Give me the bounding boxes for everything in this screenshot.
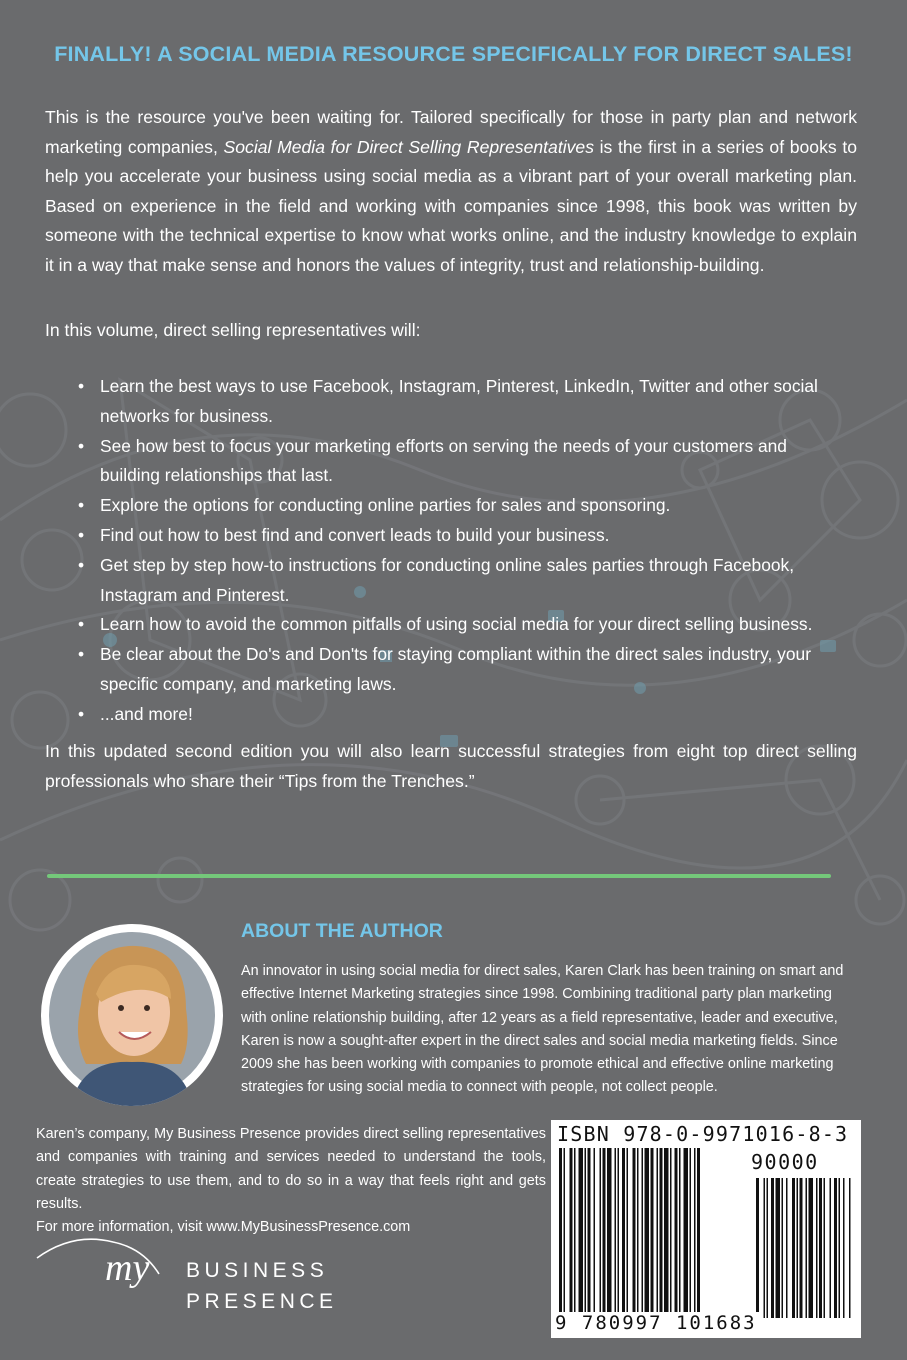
- list-item: • Find out how to best find and convert leads to build your business.: [78, 521, 838, 551]
- logo-presence: PRESENCE: [186, 1290, 338, 1313]
- headline: FINALLY! A SOCIAL MEDIA RESOURCE SPECIFICALLY FOR DIRECT SALES!: [54, 42, 853, 66]
- barcode-bar: [679, 1148, 681, 1318]
- price-code: 90000: [751, 1150, 819, 1174]
- barcode-bar: [806, 1178, 808, 1318]
- barcode-bar: [824, 1178, 826, 1318]
- second-edition-paragraph: In this updated second edition you will also learn successful strategies from eight top direct selling professionals who share their “Tips from the Trenches.”: [45, 741, 857, 791]
- about-author-text: An innovator in using social media for direct sales, Karen Clark has been training on smart and effective Internet Marketing strategies since 1998. Combining traditional party plan marketing with online relationship building, after 12 years as a field representative, leader and executive, Karen is now a sought-after expert in the direct sales and social media marketing fields. Since 2009 she has been working with companies to promote ethical and effective online marketing strategies for using social media to connect with people, not collect people.: [241, 963, 844, 1096]
- barcode-bar: [594, 1148, 596, 1318]
- bullet-dot: •: [78, 614, 85, 635]
- intro-text-before: This is the resource you've been waiting for. Tailored specifically for those in party plan and network marketing companies,: [45, 107, 857, 157]
- author-portrait-image: [41, 924, 223, 1106]
- barcode-bar: [800, 1178, 803, 1318]
- barcode-bar: [585, 1148, 587, 1318]
- isbn-barcode: [551, 1120, 861, 1338]
- isbn-number: ISBN 978-0-9971016-8-3: [557, 1122, 849, 1146]
- list-item: • Explore the options for conducting online parties for sales and sponsoring.: [78, 491, 838, 521]
- barcode-bar: [675, 1148, 678, 1318]
- barcode-bar: [843, 1178, 845, 1318]
- barcode-bar: [670, 1148, 672, 1318]
- barcode-bar: [684, 1148, 689, 1318]
- bullet-dot: •: [78, 554, 85, 575]
- barcode-bar: [767, 1178, 769, 1318]
- bullet-dot: •: [78, 524, 85, 545]
- barcode-bar: [588, 1148, 591, 1318]
- list-item: • Be clear about the Do's and Don'ts for staying compliant within the direct sales industry, your specific company, and marketing laws.: [78, 640, 838, 700]
- barcode-bar: [690, 1148, 692, 1318]
- barcode-bar: [694, 1148, 696, 1318]
- more-info-link-text: For more information, visit www.MyBusinessPresence.com: [36, 1219, 411, 1236]
- intro-text-after: is the first in a series of books to help you accelerate your business using social media as a vibrant part of your overall marketing plan. Based on experience in the field and working with companies since 1998, this book was written by someone with the technical expertise to know what works online, and the industry knowledge to explain it in a way that make sense and honors the values of integrity, trust and relationship-building.: [45, 136, 858, 275]
- logo-my: my: [105, 1247, 150, 1289]
- barcode-bar: [657, 1148, 659, 1318]
- barcode-bar: [697, 1148, 700, 1318]
- bullet-dot: •: [78, 376, 85, 396]
- barcode-bar: [776, 1178, 781, 1318]
- barcode-bar: [660, 1148, 663, 1318]
- barcode-bar: [834, 1178, 837, 1318]
- barcode-bar: [564, 1148, 566, 1318]
- barcode-bar: [633, 1148, 636, 1318]
- barcode-bar: [622, 1148, 625, 1318]
- barcode-bar: [637, 1148, 639, 1318]
- about-author-heading: ABOUT THE AUTHOR: [241, 920, 443, 942]
- company-paragraph: [36, 1123, 546, 1239]
- barcode-bar: [816, 1178, 818, 1318]
- barcode-bar: [651, 1148, 654, 1318]
- bullet-dot: •: [78, 644, 85, 665]
- barcode-bar: [559, 1148, 562, 1318]
- logo-business: BUSINESS: [186, 1259, 329, 1282]
- barcode-bar: [618, 1148, 620, 1318]
- company-description: Karen’s company, My Business Presence provides direct selling representatives and companies with training and services needed to understand the tools, create strategies to use them, and to do so in a way that feels right and gets results.: [36, 1126, 546, 1212]
- barcode-bar: [642, 1148, 644, 1318]
- barcode-bar: [809, 1178, 814, 1318]
- barcode-bar: [600, 1148, 602, 1318]
- barcode-bar: [579, 1148, 584, 1318]
- benefits-list: [78, 372, 838, 730]
- barcode-bar: [764, 1178, 766, 1318]
- barcode-bar: [786, 1178, 788, 1318]
- list-item: • ...and more!: [78, 700, 838, 730]
- barcode-bar: [797, 1178, 799, 1318]
- barcode-bar: [849, 1178, 851, 1318]
- list-item: • See how best to focus your marketing efforts on serving the needs of your customers and building relationships that last.: [78, 432, 838, 492]
- list-item: • Get step by step how-to instructions for conducting online sales parties through Facebook, Instagram and Pinterest.: [78, 551, 838, 611]
- bullet-dot: •: [78, 435, 85, 456]
- barcode-bar: [771, 1178, 774, 1318]
- barcode-bar: [839, 1178, 841, 1318]
- barcode-digits: 9 780997 101683: [551, 1312, 761, 1334]
- list-item: • Learn the best ways to use Facebook, Instagram, Pinterest, LinkedIn, Twitter and other social networks for business.: [78, 372, 838, 432]
- intro-paragraph: [45, 103, 857, 281]
- section-divider: [47, 874, 831, 878]
- barcode-bar: [792, 1178, 795, 1318]
- barcode-bar: [664, 1148, 669, 1318]
- barcode-bar: [607, 1148, 612, 1318]
- barcode-bar: [570, 1148, 573, 1318]
- barcode-bar: [615, 1148, 617, 1318]
- bullet-dot: •: [78, 495, 85, 516]
- barcode-bar: [627, 1148, 629, 1318]
- barcode-bar: [603, 1148, 606, 1318]
- my-business-presence-logo: [33, 1228, 363, 1318]
- barcode-bar: [782, 1178, 784, 1318]
- barcode-bar: [819, 1178, 822, 1318]
- list-item: • Learn how to avoid the common pitfalls of using social media for your direct selling business.: [78, 610, 838, 640]
- barcode-bar: [645, 1148, 650, 1318]
- volume-intro: In this volume, direct selling representatives will:: [45, 320, 421, 340]
- book-title: Social Media for Direct Selling Representatives: [223, 136, 594, 157]
- barcode-bar: [756, 1178, 759, 1318]
- author-photo: [41, 924, 223, 1106]
- barcode-bar: [830, 1178, 832, 1318]
- bullet-dot: •: [78, 703, 85, 724]
- barcode-bar: [574, 1148, 576, 1318]
